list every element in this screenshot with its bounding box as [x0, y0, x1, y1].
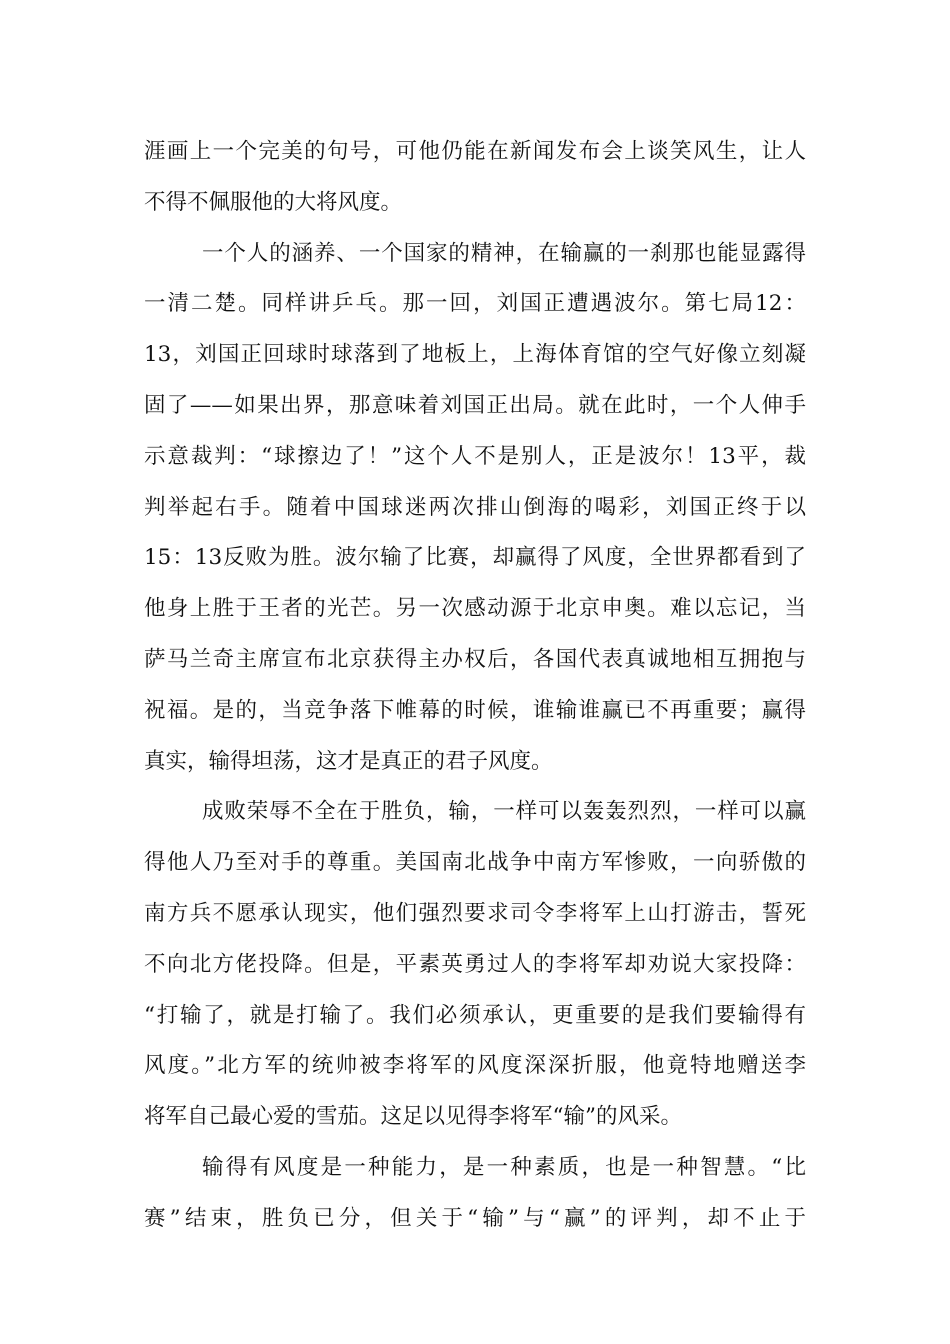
- text-line: 15：13反败为胜。波尔输了比赛，却赢得了风度，全世界都看到了: [144, 545, 806, 571]
- text-line: 真实，输得坦荡，这才是真正的君子风度。: [144, 748, 553, 774]
- text-line: 不向北方佬投降。但是，平素英勇过人的李将军却劝说大家投降：: [144, 951, 806, 977]
- text-line: 将军自己最心爱的雪茄。这足以见得李将军“输”的风采。: [144, 1104, 682, 1130]
- text-line: 13，刘国正回球时球落到了地板上，上海体育馆的空气好像立刻凝: [144, 342, 806, 368]
- text-line: 祝福。是的，当竞争落下帷幕的时候，谁输谁赢已不再重要；赢得: [144, 697, 806, 723]
- text-line: 涯画上一个完美的句号，可他仍能在新闻发布会上谈笑风生，让人: [144, 139, 806, 164]
- text-line: 风度。”北方军的统帅被李将军的风度深深折服，他竟特地赠送李: [144, 1053, 806, 1079]
- text-line: 得他人乃至对手的尊重。美国南北战争中南方军惨败，一向骄傲的: [144, 850, 806, 876]
- paragraph-first-line: 成败荣辱不全在于胜负，输，一样可以轰轰烈烈，一样可以赢: [202, 799, 806, 825]
- text-line: 萨马兰奇主席宣布北京获得主办权后，各国代表真诚地相互拥抱与: [144, 646, 806, 672]
- paragraph-first-line: 输得有风度是一种能力，是一种素质，也是一种智慧。“比: [202, 1154, 806, 1180]
- body-text: [144, 127, 806, 1245]
- text-line: 判举起右手。随着中国球迷两次排山倒海的喝彩，刘国正终于以: [144, 494, 806, 520]
- text-line: 一清二楚。同样讲乒乓。那一回，刘国正遭遇波尔。第七局12：: [144, 291, 806, 317]
- text-line: “打输了，就是打输了。我们必须承认，更重要的是我们要输得有: [144, 1002, 806, 1028]
- text-line: 赛”结束，胜负已分，但关于“输”与“赢”的评判，却不止于: [144, 1205, 806, 1231]
- text-line: 南方兵不愿承认现实，他们强烈要求司令李将军上山打游击，誓死: [144, 900, 806, 926]
- paragraph-first-line: 一个人的涵养、一个国家的精神，在输赢的一刹那也能显露得: [202, 240, 806, 266]
- text-line: 固了——如果出界，那意味着刘国正出局。就在此时，一个人伸手: [144, 392, 806, 418]
- text-line: 不得不佩服他的大将风度。: [144, 189, 403, 215]
- text-line: 他身上胜于王者的光芒。另一次感动源于北京申奥。难以忘记，当: [144, 596, 806, 622]
- text-line: 示意裁判：“球擦边了！”这个人不是别人，正是波尔！13平，裁: [144, 443, 806, 469]
